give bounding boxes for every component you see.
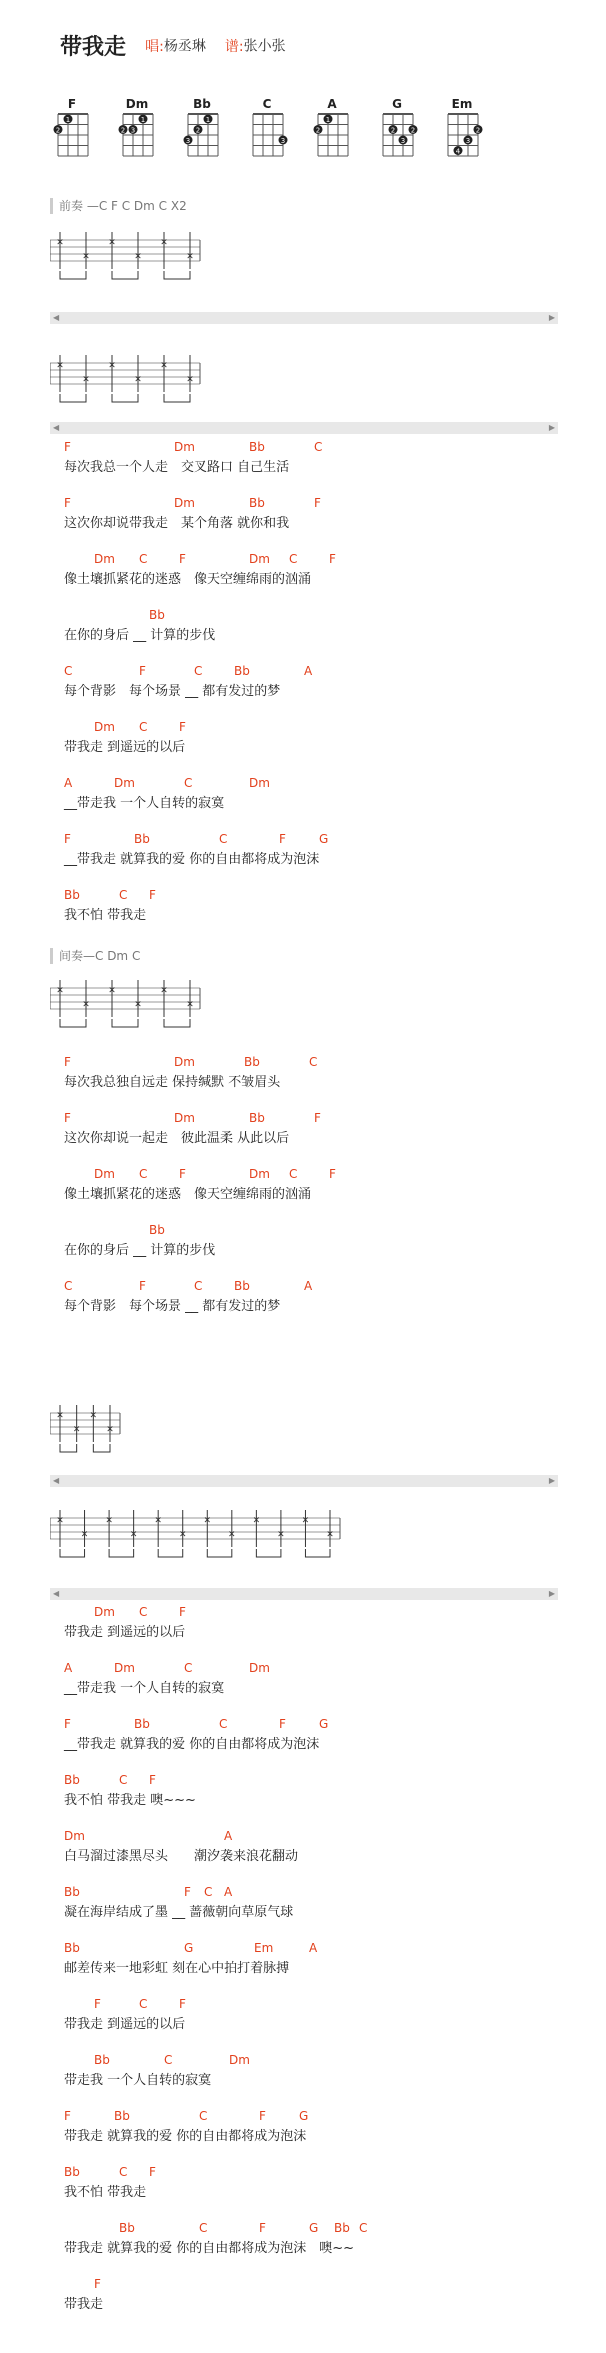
song-header [60, 30, 286, 61]
chord-symbol: F [64, 832, 71, 846]
chord-symbol: F [329, 552, 336, 566]
chord-symbol: Bb [64, 1773, 80, 1787]
chord-name: Dm [125, 97, 149, 111]
chord-line [64, 2109, 309, 2127]
strum-mark: ✕ [105, 1516, 113, 1526]
chord-symbol: Bb [64, 1941, 80, 1955]
strum-mark: ✕ [80, 1530, 89, 1540]
strum-mark: ✕ [203, 1516, 212, 1526]
chord-line [64, 1111, 321, 1129]
chord-symbol: Dm [114, 1661, 135, 1675]
chord-symbol: F [314, 1111, 321, 1125]
chord-symbol: A [309, 1941, 318, 1955]
strum-mark: ✕ [160, 361, 168, 371]
beat-beam [164, 394, 190, 402]
lyric-line [64, 1717, 329, 1755]
lyric-text: 带我走 到遥远的以后 [64, 1625, 186, 1640]
lyric-line [64, 888, 156, 926]
lyric-line [64, 664, 313, 702]
chord-symbol: C [119, 1773, 128, 1787]
singer-name: 杨丞琳 [163, 38, 206, 55]
strum-mark: ✕ [56, 361, 64, 371]
lyric-text: __带走我 一个人自转的寂寞 [64, 796, 225, 811]
finger-number: 3 [130, 126, 136, 135]
chord-symbol: C [139, 1605, 148, 1619]
chord-symbol: F [179, 1605, 186, 1619]
chord-symbol: C [314, 440, 323, 454]
chord-symbol: C [164, 2053, 173, 2067]
lyric-text: 带我走 到遥远的以后 [64, 2017, 186, 2032]
chord-symbol: F [314, 496, 321, 510]
chord-symbol: C [119, 2165, 128, 2179]
lyric-text: 我不怕 带我走 [64, 908, 147, 923]
lyric-line [64, 552, 336, 590]
strum-mark: ✕ [56, 1411, 64, 1421]
chord-line [64, 1279, 313, 1297]
chord-symbol: F [64, 2109, 71, 2123]
strum-mark: ✕ [56, 238, 64, 248]
lyric-text: __带我走 就算我的爱 你的自由都将成为泡沫 [64, 852, 320, 867]
strum-mark: ✕ [228, 1530, 236, 1540]
finger-number: 1 [140, 116, 146, 124]
chord-symbol: Dm [174, 440, 195, 454]
chord-line [64, 2277, 103, 2295]
chord-symbol: Bb [64, 1885, 80, 1899]
chord-symbol: C [139, 1997, 148, 2011]
strum-mark: ✕ [186, 1000, 194, 1010]
lyric-text: 凝在海岸结成了墨 __ 蔷薇朝向草原气球 [64, 1905, 294, 1920]
chord-symbol: F [64, 440, 71, 454]
chord-line [64, 2221, 368, 2239]
strum-mark: ✕ [160, 238, 168, 248]
finger-number: 1 [65, 116, 71, 124]
chord-symbol: C [204, 1885, 213, 1899]
chord-symbol: F [139, 664, 146, 678]
beat-beam [158, 1549, 183, 1557]
finger-number: 3 [280, 137, 286, 145]
finger-number: 2 [315, 126, 321, 135]
lyric-line [64, 1111, 321, 1149]
strum-pattern-4 [50, 1395, 556, 1475]
finger-number: 2 [195, 126, 201, 135]
strum-mark: ✕ [301, 1516, 310, 1526]
chord-diagram-f [50, 97, 94, 165]
chord-name: A [327, 97, 337, 111]
lyric-text: 这次你却说一起走 彼此温柔 从此以后 [64, 1131, 290, 1146]
chord-symbol: C [194, 1279, 203, 1293]
chord-symbol: F [94, 1997, 101, 2011]
chord-symbol: Bb [334, 2221, 350, 2235]
lyric-line [64, 1055, 318, 1093]
strum-mark: ✕ [56, 1516, 64, 1526]
fretboard-grid [375, 111, 419, 161]
lyric-text: 每个背影 每个场景 __ 都有发过的梦 [64, 1299, 281, 1314]
chord-symbol: G [309, 2221, 319, 2235]
chord-symbol: C [139, 1167, 148, 1181]
chord-line [64, 1717, 329, 1735]
chord-line [64, 1997, 185, 2015]
chord-symbol: F [329, 1167, 336, 1181]
chord-symbol: C [139, 552, 148, 566]
transcriber-label: 谱: [224, 38, 244, 55]
beat-beam [60, 1019, 86, 1027]
lyric-text: 我不怕 带我走 噢~~~ [64, 1793, 196, 1808]
chord-symbol: Em [254, 1941, 274, 1955]
chord-symbol: Dm [94, 552, 115, 566]
chord-symbol: Bb [134, 832, 150, 846]
chord-symbol: F [279, 1717, 286, 1731]
chord-symbol: Bb [234, 1279, 250, 1293]
finger-number: 3 [185, 137, 191, 145]
chord-symbol: F [149, 1773, 156, 1787]
lyric-text: 带走我 一个人自转的寂寞 [64, 2073, 212, 2088]
lyric-line [64, 776, 270, 814]
chord-symbol: F [94, 2277, 101, 2291]
finger-number: 1 [325, 116, 331, 124]
beat-beam [112, 394, 138, 402]
beat-beam [93, 1444, 110, 1452]
strum-mark: ✕ [252, 1516, 261, 1526]
lyric-line [64, 2277, 103, 2315]
finger-number: 4 [455, 147, 461, 156]
interlude-label: 间奏—C Dm C [50, 948, 140, 964]
chord-symbol: F [149, 2165, 156, 2179]
chord-symbol: Bb [249, 496, 265, 510]
lyric-line [64, 496, 321, 534]
beat-beam [112, 1019, 138, 1027]
chord-symbol: C [219, 832, 228, 846]
chord-symbol: F [64, 496, 71, 510]
chord-symbol: C [184, 1661, 193, 1675]
transcriber-name: 张小张 [243, 38, 286, 55]
chord-diagram-bb [180, 97, 224, 165]
strum-mark: ✕ [106, 1425, 114, 1435]
beat-beam [164, 1019, 190, 1027]
chord-symbol: Bb [134, 1717, 150, 1731]
fretboard-grid [440, 111, 484, 161]
strum-mark: ✕ [129, 1530, 138, 1540]
lyric-text: 白马溜过漆黑尽头 潮汐袭来浪花翻动 [64, 1849, 299, 1864]
chord-symbol: C [219, 1717, 228, 1731]
chord-symbol: Dm [94, 720, 115, 734]
lyric-text: __带走我 一个人自转的寂寞 [64, 1681, 225, 1696]
finger-number: 2 [410, 126, 416, 135]
chord-line [64, 1829, 298, 1847]
strum-mark: ✕ [134, 1000, 142, 1010]
chord-line [64, 1885, 293, 1903]
beat-beam [305, 1549, 330, 1557]
chord-symbol: C [194, 664, 203, 678]
chord-symbol: F [64, 1111, 71, 1125]
chord-symbol: Dm [249, 1661, 270, 1675]
chord-name: Bb [193, 97, 211, 111]
strum-mark: ✕ [134, 375, 142, 385]
chord-symbol: Dm [174, 496, 195, 510]
lyric-text: 每次我总一个人走 交叉路口 自己生活 [64, 460, 290, 475]
chord-symbol: Dm [64, 1829, 85, 1843]
strum-mark: ✕ [108, 361, 116, 371]
chord-symbol: Bb [149, 1223, 165, 1237]
strum-mark: ✕ [108, 986, 116, 996]
chord-symbol: C [119, 888, 128, 902]
strum-mark: ✕ [72, 1425, 81, 1435]
beat-beam [256, 1549, 281, 1557]
lyric-text: 像土壤抓紧花的迷惑 像天空缠绵雨的汹涌 [64, 572, 312, 587]
chord-diagram-c [245, 97, 289, 165]
finger-number: 2 [55, 126, 61, 135]
lyric-line [64, 1223, 215, 1261]
chord-name: C [262, 97, 272, 111]
lyric-line [64, 1167, 336, 1205]
strum-mark: ✕ [178, 1530, 187, 1540]
chord-symbol: Dm [94, 1167, 115, 1181]
lyric-line [64, 832, 329, 870]
chord-line [64, 1605, 185, 1623]
chord-diagram-g [375, 97, 419, 165]
chord-symbol: Bb [119, 2221, 135, 2235]
chord-diagram-dm [115, 97, 159, 165]
chord-symbol: Dm [249, 552, 270, 566]
strum-mark: ✕ [82, 375, 90, 385]
tab-scrollbar-3[interactable]: ◀ ▶ [50, 1475, 558, 1487]
strum-mark: ✕ [89, 1411, 98, 1421]
lyric-line [64, 1661, 270, 1699]
chord-line [64, 608, 215, 626]
lyric-line [64, 1941, 318, 1979]
chord-symbol: C [199, 2109, 208, 2123]
chord-line [64, 1773, 196, 1791]
strum-mark: ✕ [186, 252, 194, 262]
strum-mark: ✕ [82, 1000, 90, 1010]
tab-scrollbar-4[interactable]: ◀ ▶ [50, 1588, 558, 1600]
chord-symbol: Bb [64, 888, 80, 902]
chord-symbol: Dm [114, 776, 135, 790]
fretboard-grid [310, 111, 354, 161]
chord-line [64, 664, 313, 682]
chord-symbol: Dm [174, 1055, 195, 1069]
chord-symbol: F [279, 832, 286, 846]
strum-mark: ✕ [82, 252, 90, 262]
chord-symbol: A [224, 1885, 233, 1899]
chord-line [64, 1055, 318, 1073]
chord-symbol: C [309, 1055, 318, 1069]
chord-symbol: Bb [94, 2053, 110, 2067]
chord-line [64, 552, 336, 570]
chord-symbol: F [64, 1055, 71, 1069]
chord-symbol: F [179, 1167, 186, 1181]
lyric-line [64, 720, 185, 758]
chord-symbol: F [259, 2109, 266, 2123]
beat-beam [112, 271, 138, 279]
lyric-text: 我不怕 带我走 [64, 2185, 147, 2200]
chord-symbol: F [139, 1279, 146, 1293]
strum-mark: ✕ [277, 1530, 285, 1540]
chord-symbol: Bb [249, 1111, 265, 1125]
lyric-line [64, 1773, 196, 1811]
lyric-line [64, 2221, 368, 2259]
lyric-line [64, 1279, 313, 1317]
chord-line [64, 776, 270, 794]
chord-symbol: Bb [114, 2109, 130, 2123]
chord-line [64, 832, 329, 850]
chord-symbol: F [179, 552, 186, 566]
lyric-text: 每个背影 每个场景 __ 都有发过的梦 [64, 684, 281, 699]
chord-symbol: Bb [64, 2165, 80, 2179]
chord-name: F [67, 97, 77, 111]
chord-diagram-a [310, 97, 354, 165]
chord-symbol: A [64, 776, 73, 790]
chord-symbol: Dm [229, 2053, 250, 2067]
strum-pattern-1 [50, 222, 556, 312]
chord-symbol: Dm [94, 1605, 115, 1619]
chord-line [64, 2053, 250, 2071]
chord-symbol: C [139, 720, 148, 734]
finger-number: 3 [400, 137, 406, 145]
chord-symbol: A [304, 1279, 313, 1293]
lyric-line [64, 1997, 185, 2035]
chord-symbol: C [64, 1279, 73, 1293]
chord-name: G [392, 97, 402, 111]
singer-label: 唱: [145, 38, 164, 55]
finger-number: 3 [465, 137, 471, 145]
strum-mark: ✕ [108, 238, 116, 248]
lyric-line [64, 2053, 250, 2091]
lyric-text: 带我走 [64, 2297, 104, 2312]
chord-symbol: C [289, 552, 298, 566]
lyric-text: 在你的身后 __ 计算的步伐 [64, 628, 216, 643]
beat-beam [207, 1549, 232, 1557]
fretboard-grid [180, 111, 224, 161]
fretboard-grid [50, 111, 94, 161]
chord-symbol: A [224, 1829, 233, 1843]
finger-number: 2 [475, 126, 481, 135]
lyric-line [64, 440, 323, 478]
chord-line [64, 888, 156, 906]
chord-symbol: Bb [249, 440, 265, 454]
strum-pattern-2 [50, 345, 556, 425]
chord-diagram-em [440, 97, 484, 165]
chord-symbol: A [64, 1661, 73, 1675]
beat-beam [60, 394, 86, 402]
chord-symbol: F [259, 2221, 266, 2235]
strum-pattern-3 [50, 970, 556, 1050]
chord-symbol: C [359, 2221, 368, 2235]
strum-mark: ✕ [326, 1530, 334, 1540]
lyric-text: 邮差传来一地彩虹 刻在心中拍打着脉搏 [64, 1961, 290, 1976]
chord-symbol: Bb [244, 1055, 260, 1069]
chord-symbol: C [184, 776, 193, 790]
chord-symbol: Bb [149, 608, 165, 622]
strum-mark: ✕ [154, 1516, 162, 1526]
tab-scrollbar-1[interactable]: ◀ ▶ [50, 312, 558, 324]
lyric-text: 每次我总独自远走 保持缄默 不皱眉头 [64, 1075, 281, 1090]
chord-symbol: Dm [249, 776, 270, 790]
lyric-text: 在你的身后 __ 计算的步伐 [64, 1243, 216, 1258]
lyric-line [64, 2165, 156, 2203]
lyric-line [64, 1885, 293, 1923]
chord-symbol: F [64, 1717, 71, 1731]
chord-line [64, 1941, 318, 1959]
lyric-text: 像土壤抓紧花的迷惑 像天空缠绵雨的汹涌 [64, 1187, 312, 1202]
chord-line [64, 1223, 215, 1241]
lyric-line [64, 2109, 309, 2147]
lyric-line [64, 1605, 185, 1643]
chord-symbol: C [64, 664, 73, 678]
chord-symbol: F [179, 720, 186, 734]
chord-symbol: F [179, 1997, 186, 2011]
chord-symbol: G [319, 1717, 329, 1731]
beat-beam [60, 1444, 77, 1452]
chord-symbol: A [304, 664, 313, 678]
beat-beam [164, 271, 190, 279]
lyric-text: 带我走 到遥远的以后 [64, 740, 186, 755]
beat-beam [109, 1549, 134, 1557]
chord-symbol: F [149, 888, 156, 902]
chord-symbol: Bb [234, 664, 250, 678]
chord-symbol: G [319, 832, 329, 846]
chord-symbol: Dm [174, 1111, 195, 1125]
finger-number: 2 [120, 126, 126, 135]
lyric-line [64, 1829, 298, 1867]
chord-symbol: C [289, 1167, 298, 1181]
chord-line [64, 2165, 156, 2183]
chord-symbol: Dm [249, 1167, 270, 1181]
lyric-line [64, 608, 215, 646]
finger-number: 1 [205, 116, 211, 124]
beat-beam [60, 271, 86, 279]
chord-symbol: F [184, 1885, 191, 1899]
lyric-text: 带我走 就算我的爱 你的自由都将成为泡沫 [64, 2129, 307, 2144]
chord-line [64, 496, 321, 514]
chord-name: Em [451, 97, 473, 111]
chord-symbol: C [199, 2221, 208, 2235]
strum-pattern-5 [50, 1500, 556, 1590]
fretboard-grid [115, 111, 159, 161]
lyric-text: 这次你却说带我走 某个角落 就你和我 [64, 516, 290, 531]
beat-beam [60, 1549, 85, 1557]
fretboard-grid [245, 111, 289, 161]
finger-number: 2 [390, 126, 396, 135]
chord-symbol: G [299, 2109, 309, 2123]
chord-line [64, 440, 323, 458]
strum-mark: ✕ [186, 375, 194, 385]
tab-scrollbar-2[interactable]: ◀ ▶ [50, 422, 558, 434]
chord-line [64, 1661, 270, 1679]
chord-line [64, 720, 185, 738]
chord-symbol: G [184, 1941, 194, 1955]
song-title: 带我走 [60, 35, 127, 60]
prelude-label: 前奏 —C F C Dm C X2 [50, 198, 187, 214]
lyric-text: 带我走 就算我的爱 你的自由都将成为泡沫 噢~~ [64, 2241, 355, 2256]
strum-mark: ✕ [134, 252, 142, 262]
strum-mark: ✕ [160, 986, 168, 996]
strum-mark: ✕ [56, 986, 64, 996]
lyric-text: __带我走 就算我的爱 你的自由都将成为泡沫 [64, 1737, 320, 1752]
chord-line [64, 1167, 336, 1185]
